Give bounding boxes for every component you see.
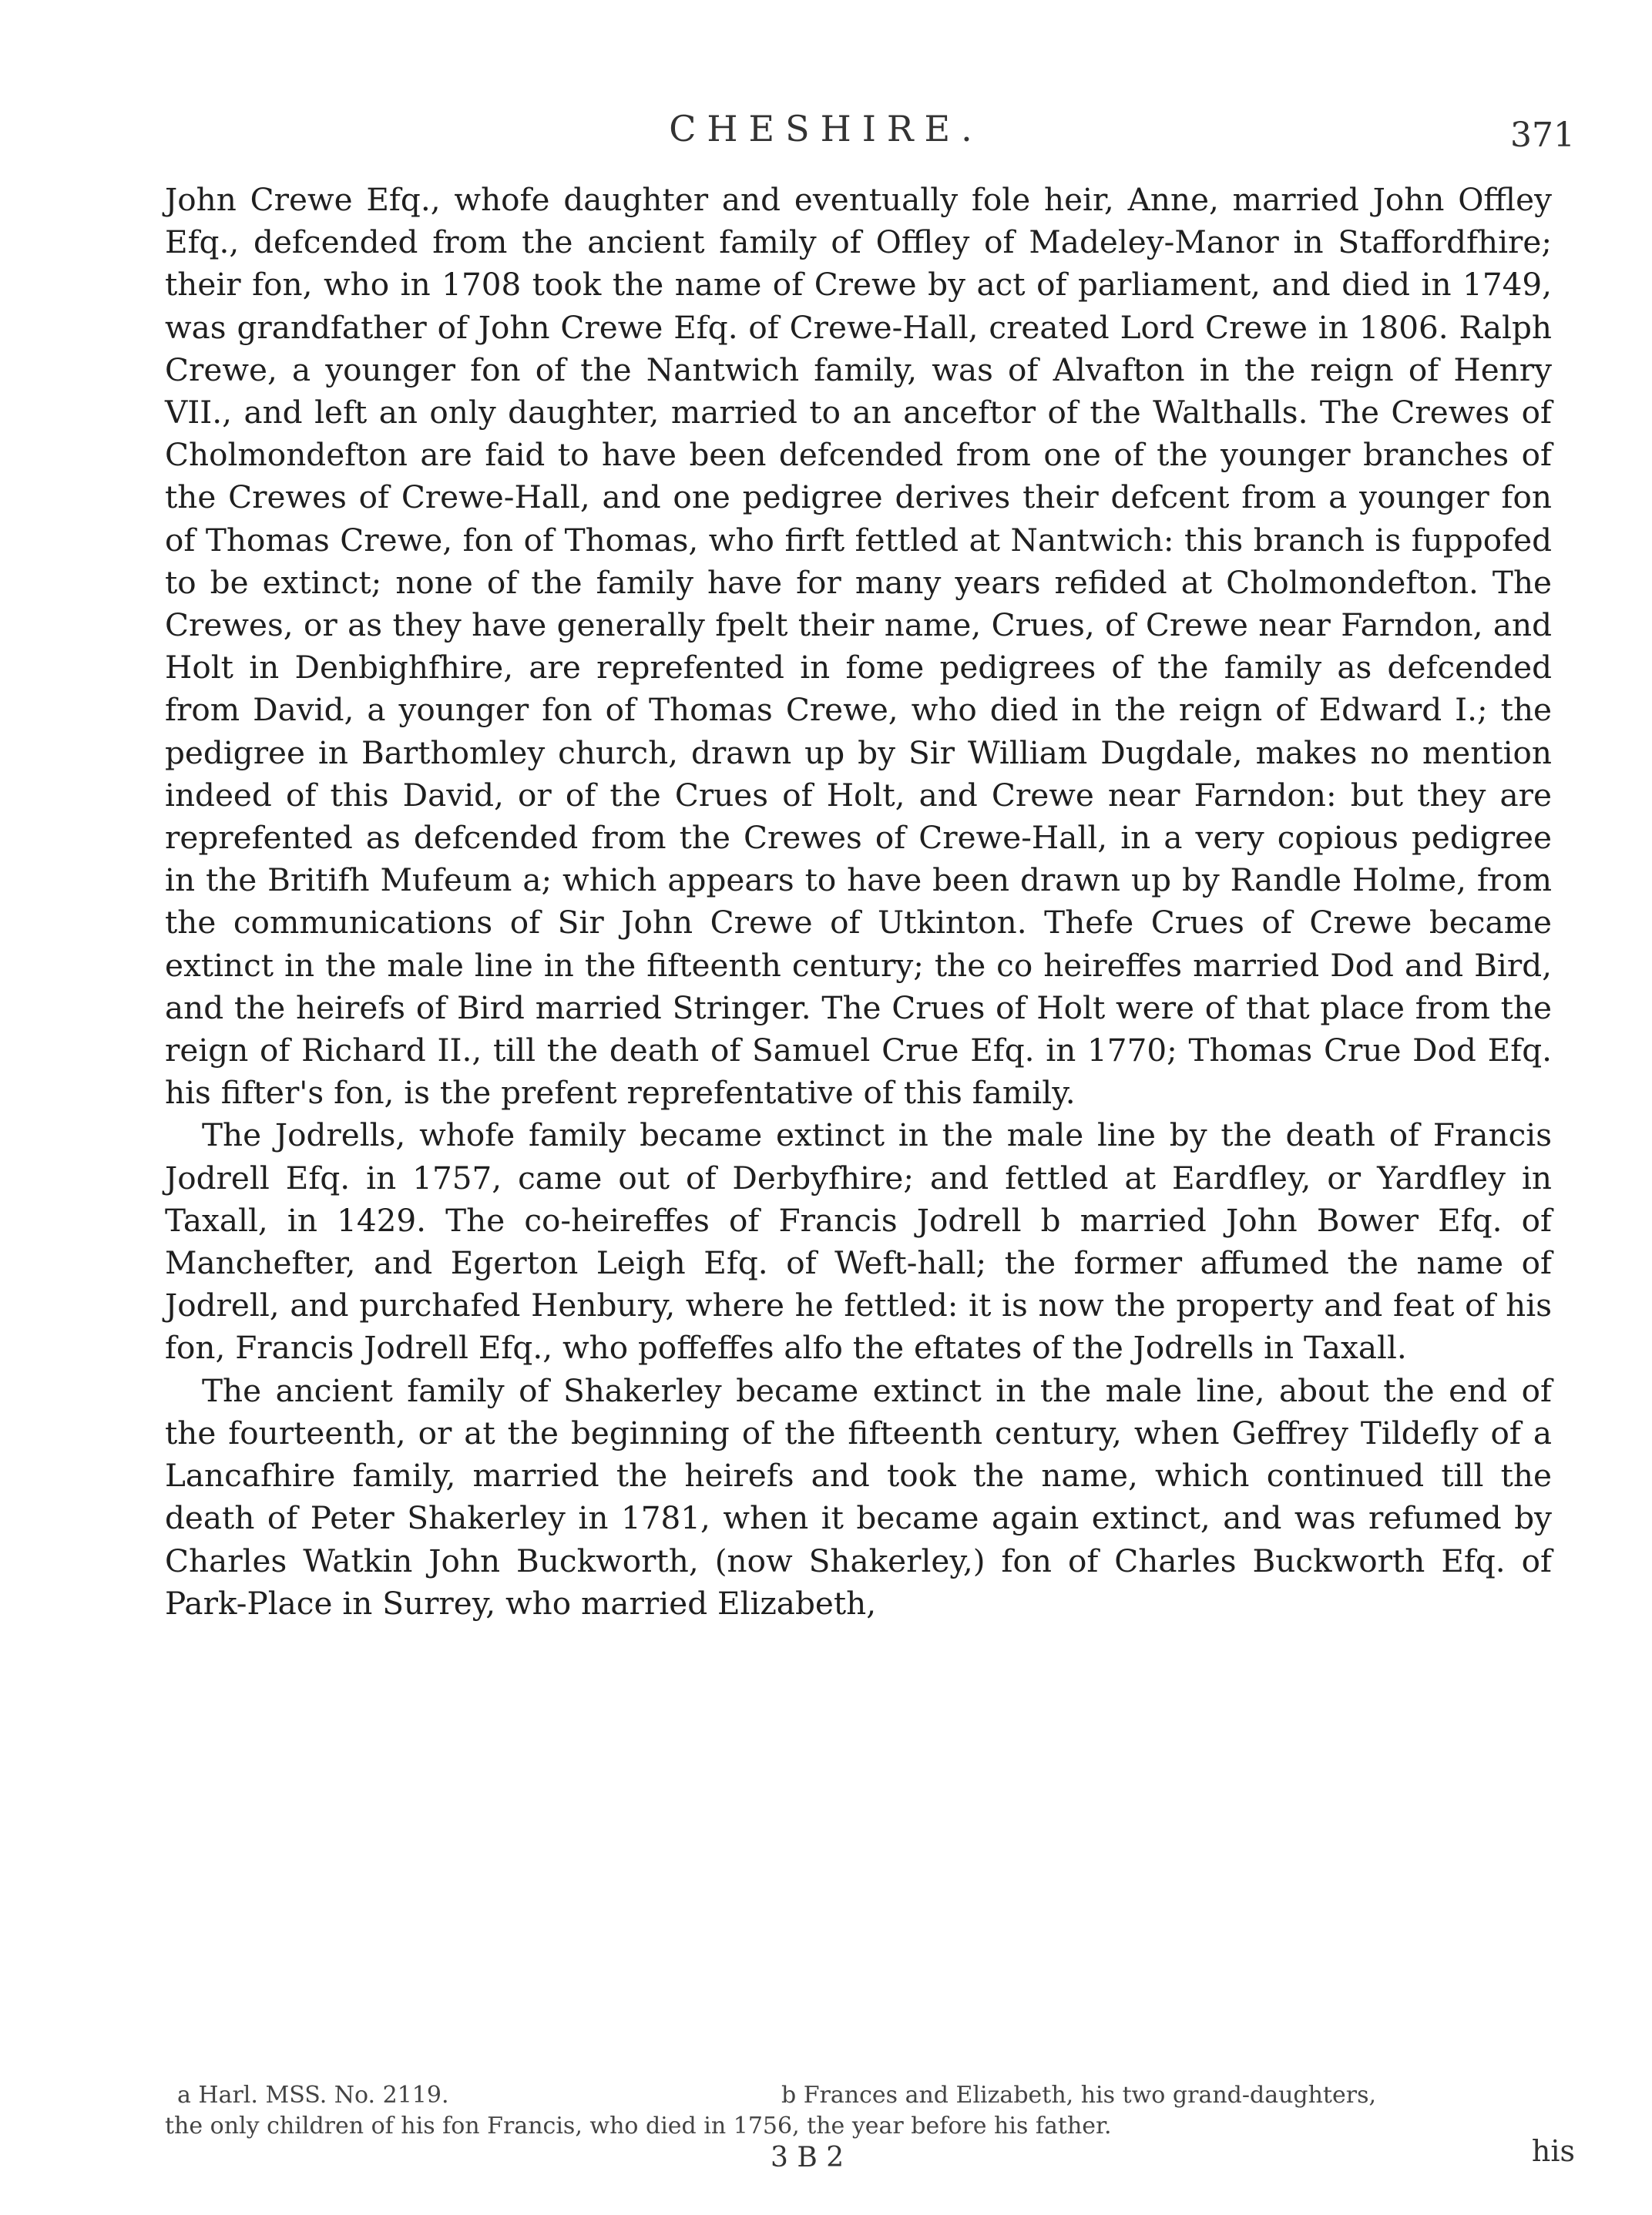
page-number: 371 [1510, 116, 1575, 155]
footnote-b-continued: the only children of his fon Francis, who died in 1756, the year before his father. [165, 2113, 1112, 2139]
footnote-row [165, 2080, 1552, 2111]
footnotes [165, 2080, 1552, 2142]
paragraph-jodrell: The Jodrells, whofe family became extinct in the male line by the death of Francis Jodrell Efq. in 1757, came out of Derbyfhire; and fettled at Eardfley, or Yardfley in Taxall, in 1429. The co-heireffes of Francis Jodrell b married John Bower Efq. of Manchefter, and Egerton Leigh Efq. of Weft-hall; the former affumed the name of Jodrell, and purchafed Henbury, where he fettled: it is now the property and feat of his fon, Francis Jodrell Efq., who poffeffes alfo the eftates of the Jodrells in Taxall. [165, 1116, 1552, 1367]
catchword: his [1531, 2134, 1575, 2168]
paragraph-crewe: John Crewe Efq., whofe daughter and eventually fole heir, Anne, married John Offley Efq., defcended from the ancient family of Offley of Madeley-Manor in Staffordfhire; their fon, who in 1708 took the name of Crewe by act of parliament, and died in 1749, was grandfather of John Crewe Efq. of Crewe-Hall, created Lord Crewe in 1806. Ralph Crewe, a younger fon of the Nantwich family, was of Alvafton in the reign of Henry VII., and left an only daughter, married to an anceftor of the Walthalls. The Crewes of Cholmondefton are faid to have been defcended from one of the younger branches of the Crewes of Crewe-Hall, and one pedigree derives their defcent from a younger fon of Thomas Crewe, fon of Thomas, who firft fettled at Nantwich: this branch is fuppofed to be extinct; none of the family have for many years refided at Cholmondefton. The Crewes, or as they have generally fpelt their name, Crues, of Crewe near Farndon, and Holt in Denbighfhire, are reprefented in fome pedigrees of the family as defcended from David, a younger fon of Thomas Crewe, who died in the reign of Edward I.; the pedigree in Barthomley church, drawn up by Sir William Dugdale, makes no mention indeed of this David, or of the Crues of Holt, and Crewe near Farndon: but they are reprefented as defcended from the Crewes of Crewe-Hall, in a very copious pedigree in the Britifh Mufeum a; which appears to have been drawn up by Randle Holme, from the communications of Sir John Crewe of Utkinton. Thefe Crues of Crewe became extinct in the male line in the fifteenth century; the co heireffes married Dod and Bird, and the heirefs of Bird married Stringer. The Crues of Holt were of that place from the reign of Richard II., till the death of Samuel Crue Efq. in 1770; Thomas Crue Dod Efq. his fifter's fon, is the prefent reprefentative of this family. [165, 181, 1552, 1112]
body-text [165, 179, 1552, 1625]
footnote-a: a Harl. MSS. No. 2119. [177, 2082, 449, 2109]
signature-mark: 3 B 2 [771, 2142, 844, 2173]
footnote-b: b Frances and Elizabeth, his two grand-daughters, [781, 2082, 1377, 2109]
paragraph-shakerley: The ancient family of Shakerley became extinct in the male line, about the end of the fourteenth, or at the beginning of the fifteenth century, when Geffrey Tildefly of a Lancafhire family, married the heirefs and took the name, which continued till the death of Peter Shakerley in 1781, when it became again extinct, and was refumed by Charles Watkin John Buckworth, (now Shakerley,) fon of Charles Buckworth Efq. of Park-Place in Surrey, who married Elizabeth, [165, 1371, 1552, 1622]
running-head: CHESHIRE. [669, 108, 983, 149]
